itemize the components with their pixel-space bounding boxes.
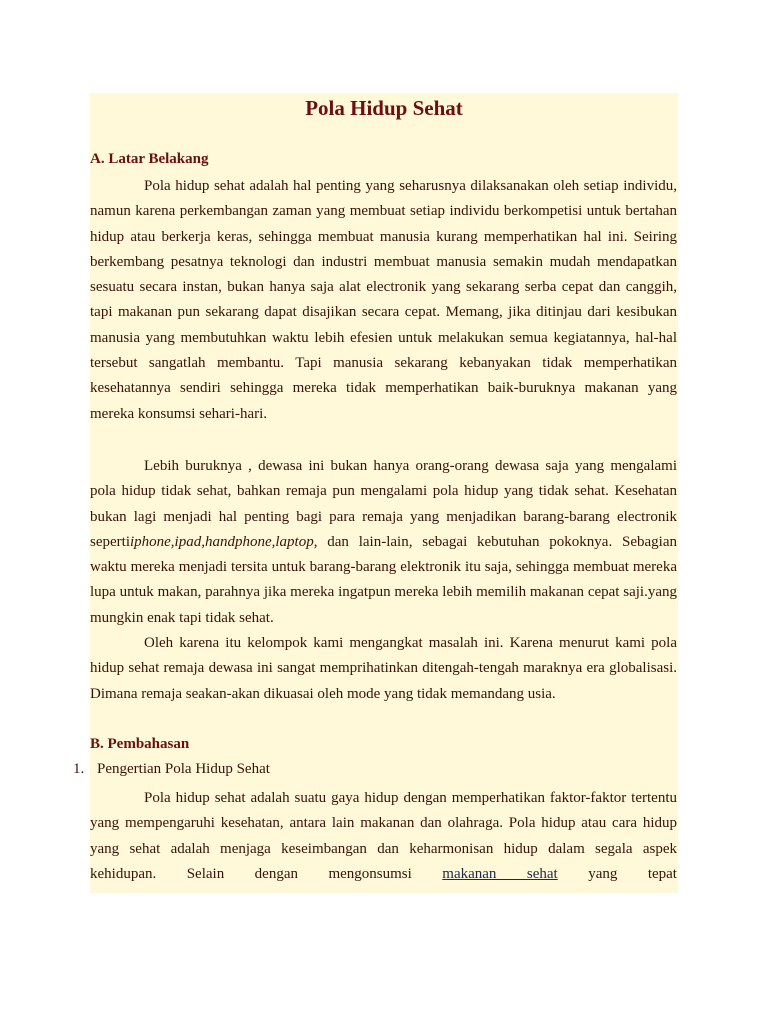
paragraph-text: Lebih buruknya , dewasa ini bukan hanya orang-orang dewasa saja yang mengalami pola hidup tidak sehat, bahkan remaja pun mengalami pola hidup yang tidak sehat. Kesehatan bukan lagi menjadi hal penting bagi para remaja yang menjadikan barang-barang electronik seperti bbox=[90, 458, 677, 550]
section-heading-pembahasan: B. Pembahasan bbox=[90, 736, 190, 752]
paragraph-latar-belakang-1: Pola hidup sehat adalah hal penting yang seharusnya dilaksanakan oleh setiap individu, namun karena perkembangan zaman yang membuat setiap individu berkompetisi untuk bertahan hidup atau berkerja keras, sehingga membuat manusia kurang memperhatikan hal ini. Seiring berkembang pesatnya teknologi dan industri membuat manusia semakin mudah mendapatkan sesuatu secara instan, bukan hanya saja alat electronik yang sekarang serba cepat dan canggih, tapi makanan pun sekarang dapat disajikan secara cepat. Memang, jika ditinjau dari kesibukan manusia yang membutuhkan waktu lebih efesien untuk melakukan semua kegiatannya, hal-hal tersebut sangatlah membantu. Tapi manusia sekarang kebanyakan tidak memperhatikan kesehatannya sendiri sehingga mereka tidak memperhatikan baik-buruknya makanan yang mereka konsumsi sehari-hari. bbox=[90, 178, 677, 422]
paragraph-text: Pola hidup sehat adalah suatu gaya hidup dengan memperhatikan faktor-faktor tertentu yang mempengaruhi kesehatan, antara lain makanan dan olahraga. Pola hidup atau cara hidup yang sehat adalah menjaga keseimbangan dan keharmonisan hidup dalam segala aspek kehidupan. Selain dengan mengonsumsi bbox=[90, 790, 677, 882]
makanan-sehat-link[interactable]: makanan sehat bbox=[442, 865, 558, 882]
device-list-italic: iphone,ipad,handphone,laptop bbox=[129, 533, 314, 550]
list-number: 1. bbox=[73, 761, 85, 777]
paragraph-latar-belakang-2 bbox=[90, 454, 677, 631]
document-title: Pola Hidup Sehat bbox=[305, 96, 463, 120]
list-item-pengertian bbox=[73, 761, 270, 778]
paragraph-latar-belakang-3: Oleh karena itu kelompok kami mengangkat masalah ini. Karena menurut kami pola hidup sehat remaja dewasa ini sangat memprihatinkan ditengah-tengah maraknya era globalisasi. Dimana remaja seakan-akan dikuasai oleh mode yang tidak memandang usia. bbox=[90, 635, 677, 702]
paragraph-text: , dan lain-lain, sebagai kebutuhan pokoknya. Sebagian waktu mereka menjadi tersita untuk barang-barang elektronik itu saja, sehingga membuat mereka lupa untuk makan, parahnya jika mereka ingatpun mereka lebih memilih makanan cepat saji.yang mungkin enak tapi tidak sehat. bbox=[90, 533, 677, 626]
paragraph-pembahasan-1 bbox=[90, 786, 677, 887]
list-item-label: Pengertian Pola Hidup Sehat bbox=[97, 761, 270, 777]
section-heading-latar-belakang: A. Latar Belakang bbox=[90, 151, 209, 167]
paragraph-text: yang tepat bbox=[557, 865, 677, 882]
